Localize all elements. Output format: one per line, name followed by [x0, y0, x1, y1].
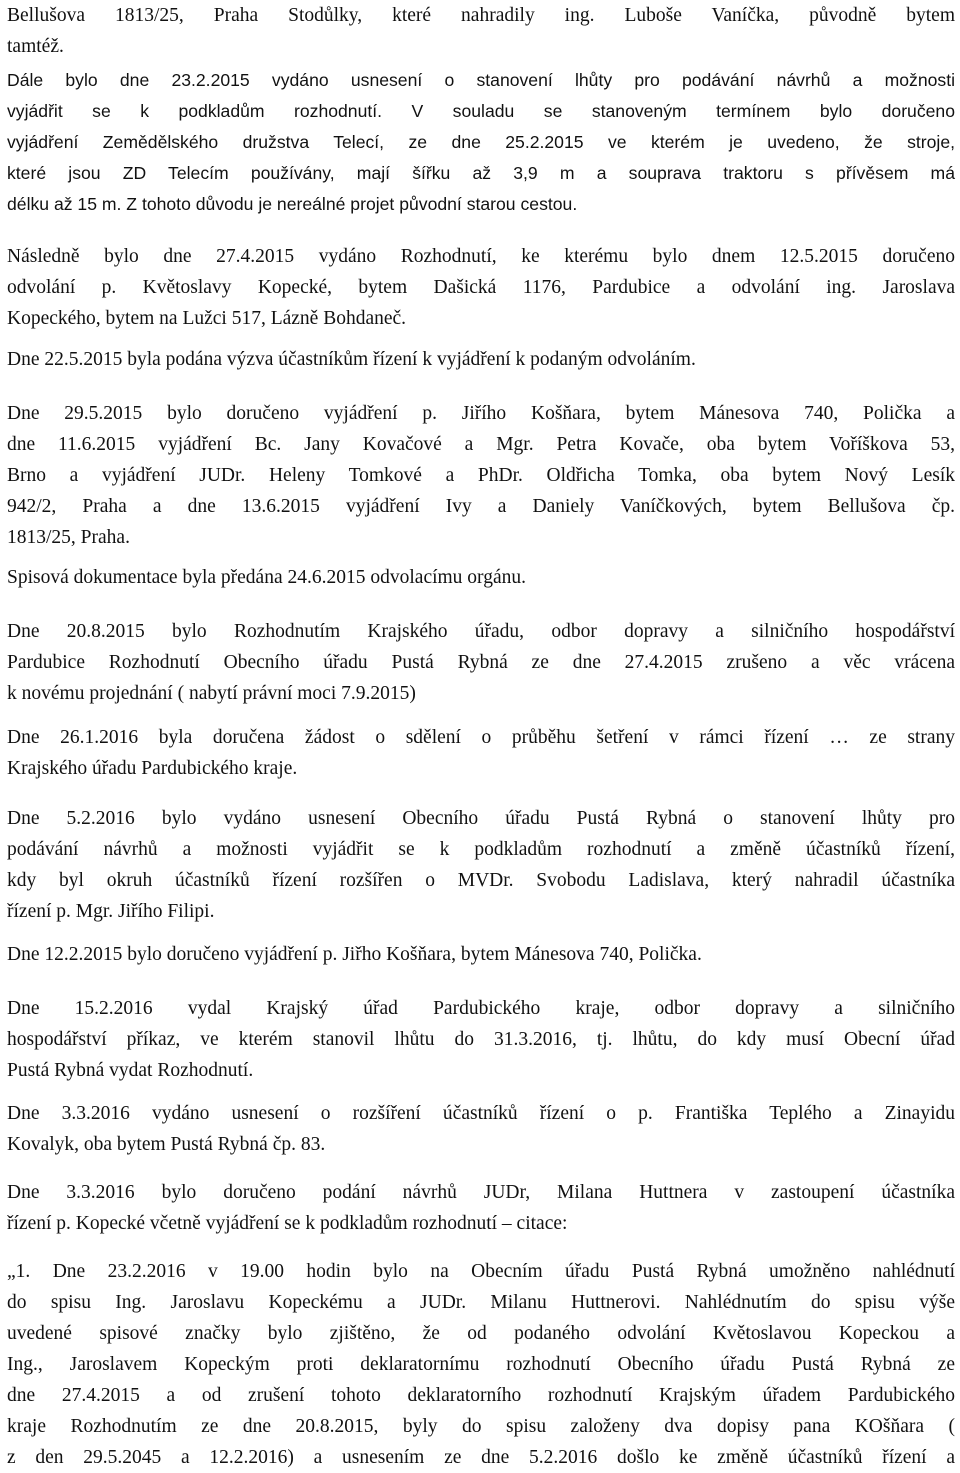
text-line: Spisová dokumentace byla předána 24.6.2015 odvolacímu orgánu.: [7, 567, 526, 588]
text-line: podávání návrhů a možnosti vyjádřit se k podkladům rozhodnutí a změně účastníků řízení,: [7, 839, 955, 860]
text-line: 1813/25, Praha.: [7, 527, 130, 548]
paragraph: [7, 993, 955, 1086]
text-line: kraje Rozhodnutím ze dne 20.8.2015, byly do spisu založeny dva dopisy pana KOšňara (: [7, 1416, 955, 1437]
paragraph: [7, 803, 955, 927]
paragraph: [7, 1177, 955, 1239]
text-line: kdy byl okruh účastníků řízení rozšířen o MVDr. Svobodu Ladislava, který nahradil účastníka: [7, 870, 955, 891]
text-line: Dne 20.8.2015 bylo Rozhodnutím Krajského úřadu, odbor dopravy a silničního hospodářství: [7, 621, 955, 642]
text-line: které jsou ZD Telecím používány, mají šířku až 3,9 m a souprava traktoru s přívěsem má: [7, 163, 955, 183]
text-line: Dne 12.2.2015 bylo doručeno vyjádření p. Jiřho Košňara, bytem Mánesova 740, Polička.: [7, 944, 702, 965]
text-line: Dále bylo dne 23.2.2015 vydáno usnesení o stanovení lhůty pro podávání návrhů a možnosti: [7, 70, 955, 90]
paragraph: [7, 241, 955, 334]
text-line: řízení p. Mgr. Jiřího Filipi.: [7, 901, 215, 922]
text-line: 942/2, Praha a dne 13.6.2015 vyjádření Ivy a Daniely Vaníčkových, bytem Bellušova čp.: [7, 496, 955, 517]
paragraph: [7, 1098, 955, 1160]
text-line: Kopeckého, bytem na Lužci 517, Lázně Bohdaneč.: [7, 308, 407, 329]
text-line: do spisu Ing. Jaroslavu Kopeckému a JUDr. Milanu Huttnerovi. Nahlédnutím do spisu výše: [7, 1292, 955, 1313]
text-line: Dne 3.3.2016 bylo doručeno podání návrhů JUDr, Milana Huttnera v zastoupení účastníka: [7, 1182, 955, 1203]
text-line: vyjádření Zemědělského družstva Telecí, ze dne 25.2.2015 ve kterém je uvedeno, že stroje,: [7, 132, 955, 152]
text-line: délku až 15 m. Z tohoto důvodu je nereálné projet původní starou cestou.: [7, 194, 578, 214]
text-line: uvedené spisové značky bylo zjištěno, že od podaného odvolání Květoslavou Kopeckou a: [7, 1323, 955, 1344]
text-line: řízení p. Kopecké včetně vyjádření se k podkladům rozhodnutí – citace:: [7, 1213, 568, 1234]
text-line: Dne 15.2.2016 vydal Krajský úřad Pardubického kraje, odbor dopravy a silničního: [7, 998, 955, 1019]
text-line: Dne 5.2.2016 bylo vydáno usnesení Obecního úřadu Pustá Rybná o stanovení lhůty pro: [7, 808, 955, 829]
paragraph: [7, 0, 955, 62]
text-line: Brno a vyjádření JUDr. Heleny Tomkové a PhDr. Oldřicha Tomka, oba bytem Nový Lesík: [7, 465, 955, 486]
paragraph: [7, 65, 955, 220]
paragraph: [7, 616, 955, 709]
text-line: dne 11.6.2015 vyjádření Bc. Jany Kovačové a Mgr. Petra Kovače, oba bytem Voříškova 53,: [7, 434, 955, 455]
text-line: dne 27.4.2015 a od zrušení tohoto deklaratorního rozhodnutí Krajským úřadem Pardubického: [7, 1385, 955, 1406]
text-line: Dne 3.3.2016 vydáno usnesení o rozšíření účastníků řízení o p. Františka Teplého a Zinayidu: [7, 1103, 955, 1124]
text-line: Ing., Jaroslavem Kopeckým proti deklaratornímu rozhodnutí Obecního úřadu Pustá Rybná ze: [7, 1354, 955, 1375]
text-line: vyjádřit se k podkladům rozhodnutí. V souladu se stanoveným termínem bylo doručeno: [7, 101, 955, 121]
paragraph: [7, 398, 955, 553]
paragraph: [7, 562, 955, 593]
text-line: z den 29.5.2045 a 12.2.2016) a usnesením ze dne 5.2.2016 došlo ke změně účastníků řízení a: [7, 1447, 955, 1468]
paragraph: [7, 344, 955, 375]
text-line: Bellušova 1813/25, Praha Stodůlky, které nahradily ing. Luboše Vaníčka, původně bytem: [7, 5, 955, 26]
text-line: hospodářství příkaz, ve kterém stanovil lhůtu do 31.3.2016, tj. lhůtu, do kdy musí Obecní úřad: [7, 1029, 955, 1050]
text-line: Pardubice Rozhodnutí Obecního úřadu Pustá Rybná ze dne 27.4.2015 zrušeno a věc vrácena: [7, 652, 955, 673]
text-line: Dne 22.5.2015 byla podána výzva účastníkům řízení k vyjádření k podaným odvoláním.: [7, 349, 696, 370]
text-line: odvolání p. Květoslavy Kopecké, bytem Dašická 1176, Pardubice a odvolání ing. Jaroslava: [7, 277, 955, 298]
text-line: Dne 29.5.2015 bylo doručeno vyjádření p. Jiřího Košňara, bytem Mánesova 740, Polička a: [7, 403, 955, 424]
text-line: Následně bylo dne 27.4.2015 vydáno Rozhodnutí, ke kterému bylo dnem 12.5.2015 doručeno: [7, 246, 955, 267]
paragraph: [7, 939, 955, 970]
text-line: Dne 26.1.2016 byla doručena žádost o sdělení o průběhu šetření v rámci řízení … ze strany: [7, 727, 955, 748]
paragraph: [7, 1256, 955, 1473]
text-line: Krajského úřadu Pardubického kraje.: [7, 758, 298, 779]
text-line: Pustá Rybná vydat Rozhodnutí.: [7, 1060, 254, 1081]
text-line: tamtéž.: [7, 36, 64, 57]
paragraph: [7, 722, 955, 784]
text-line: k novému projednání ( nabytí právní moci 7.9.2015): [7, 683, 416, 704]
text-line: Kovalyk, oba bytem Pustá Rybná čp. 83.: [7, 1134, 326, 1155]
text-line: „1. Dne 23.2.2016 v 19.00 hodin bylo na Obecním úřadu Pustá Rybná umožněno nahlédnutí: [7, 1261, 955, 1282]
